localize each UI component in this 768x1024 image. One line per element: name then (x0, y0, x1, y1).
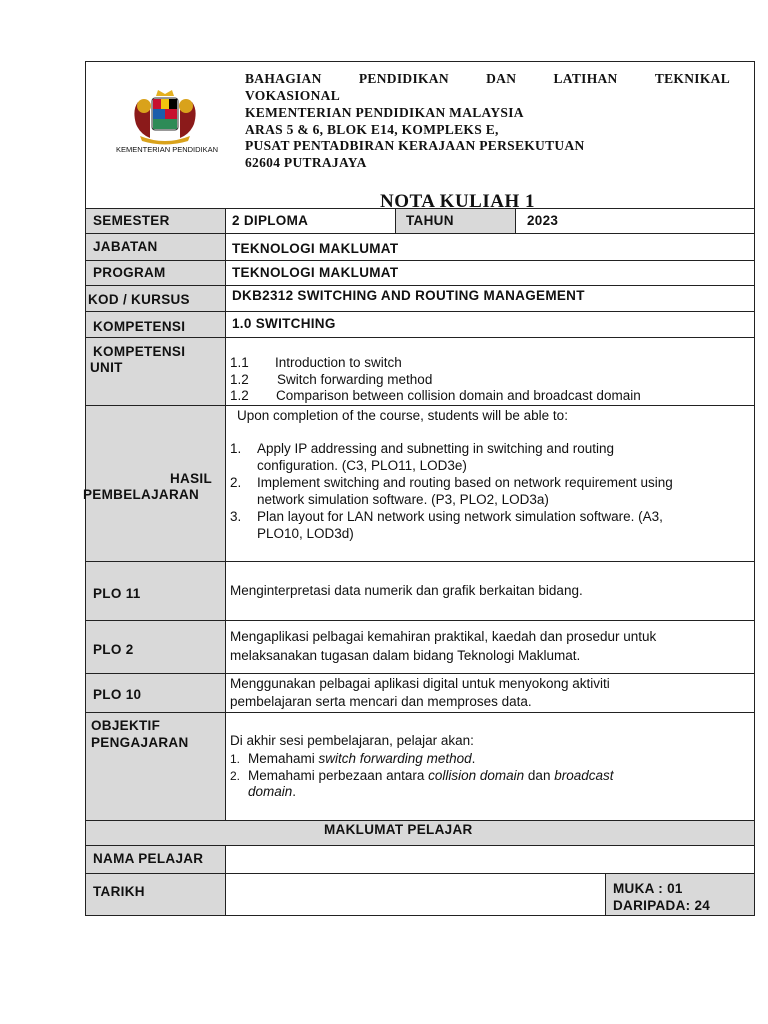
objektif-italic: broadcast (554, 768, 614, 783)
tahun-label: TAHUN (406, 213, 454, 228)
kompetensi-label: KOMPETENSI (93, 319, 186, 334)
plo2-text-cont: melaksanakan tugasan dalam bidang Teknologi Maklumat. (230, 648, 581, 663)
plo10-text-line: Menggunakan pelbagai aplikasi digital untuk menyokong aktiviti (230, 676, 610, 691)
plo11-label: PLO 11 (93, 586, 141, 601)
plo11-text: Menginterpretasi data numerik dan grafik berkaitan bidang. (230, 583, 583, 598)
objektif-italic: collision domain (428, 768, 525, 783)
tarikh-label: TARIKH (93, 884, 145, 899)
objektif-text: . (471, 751, 476, 766)
muka-label: MUKA : 01 (613, 881, 683, 896)
kod-label: KOD / KURSUS (88, 292, 190, 307)
header-word: TEKNIKAL (654, 71, 730, 86)
unit-text: Switch forwarding method (277, 372, 433, 387)
hasil-item-cont: network simulation software. (P3, PLO2, LOD3a) (257, 492, 549, 507)
tahun-value: 2023 (527, 213, 559, 228)
semester-value: 2 DIPLOMA (232, 213, 309, 228)
hasil-num: 1. (230, 441, 242, 456)
border-bottom (85, 915, 755, 916)
hasil-item-cont: configuration. (C3, PLO11, LOD3e) (257, 458, 467, 473)
nama-pelajar-label: NAMA PELAJAR (93, 851, 204, 866)
objektif-italic: domain (248, 784, 293, 799)
header-line-2: VOKASIONAL (245, 88, 340, 103)
program-value: TEKNOLOGI MAKLUMAT (232, 265, 399, 280)
objektif-item-2 (248, 768, 614, 784)
hasil-label-2: PEMBELAJARAN (83, 487, 200, 502)
unit-num: 1.1 (230, 355, 249, 370)
document-title: NOTA KULIAH 1 (380, 191, 536, 207)
plo10-text-cont: pembelajaran serta mencari dan memproses data. (230, 694, 532, 709)
objektif-num: 1. (230, 752, 241, 766)
objektif-intro: Di akhir sesi pembelajaran, pelajar akan: (230, 733, 474, 748)
col-line (515, 208, 516, 234)
header-line-1 (245, 71, 730, 87)
hasil-item-text: Apply IP addressing and subnetting in switching and routing (257, 441, 614, 456)
objektif-text: dan (524, 768, 555, 783)
objektif-item-1 (248, 751, 475, 767)
kompetensi-unit-label-2: UNIT (90, 360, 123, 375)
header-line-6: 62604 PUTRAJAYA (245, 155, 367, 170)
plo2-text (230, 629, 753, 645)
jabatan-label: JABATAN (93, 239, 158, 254)
hasil-item (257, 441, 753, 457)
header-line-3: KEMENTERIAN PENDIDIKAN MALAYSIA (245, 105, 524, 120)
objektif-text: . (292, 784, 297, 799)
border-top (85, 61, 755, 62)
kompetensi-value: 1.0 SWITCHING (232, 316, 336, 331)
plo10-label: PLO 10 (93, 687, 142, 702)
objektif-label-2: PENGAJARAN (91, 735, 189, 750)
header-line-4: ARAS 5 & 6, BLOK E14, KOMPLEKS E, (245, 122, 499, 137)
objektif-label: OBJEKTIF (91, 718, 161, 733)
plo2-label: PLO 2 (93, 642, 134, 657)
daripada-label: DARIPADA: 24 (613, 898, 711, 913)
plo2-text-line: Mengaplikasi pelbagai kemahiran praktikal, kaedah dan prosedur untuk (230, 629, 657, 644)
hasil-label: HASIL (170, 471, 212, 486)
jabatan-value: TEKNOLOGI MAKLUMAT (232, 241, 399, 256)
hasil-item-text: Plan layout for LAN network using network simulation software. (A3, (257, 509, 663, 524)
objektif-item-2-cont (248, 784, 296, 800)
hasil-intro: Upon completion of the course, students will be able to: (237, 408, 568, 423)
header-word: LATIHAN (553, 71, 618, 86)
col-line (225, 845, 226, 916)
header-word: BAHAGIAN (245, 71, 322, 86)
hasil-num: 2. (230, 475, 242, 490)
objektif-text: Memahami (248, 751, 319, 766)
semester-label: SEMESTER (93, 213, 170, 228)
objektif-italic: switch forwarding method (318, 751, 472, 766)
hasil-item (257, 509, 753, 525)
hasil-num: 3. (230, 509, 242, 524)
unit-num: 1.2 (230, 372, 249, 387)
header-line-5: PUSAT PENTADBIRAN KERAJAAN PERSEKUTUAN (245, 138, 585, 153)
plo10-text (230, 676, 753, 692)
col-line (225, 208, 226, 821)
unit-text: Comparison between collision domain and broadcast domain (276, 388, 641, 403)
border-right (754, 61, 755, 916)
header-word: PENDIDIKAN (358, 71, 449, 86)
maklumat-pelajar-heading: MAKLUMAT PELAJAR (324, 822, 473, 837)
objektif-num: 2. (230, 769, 241, 783)
logo-caption: KEMENTERIAN PENDIDIKAN (115, 145, 219, 154)
header-word: DAN (486, 71, 517, 86)
objektif-text: Memahami perbezaan antara (248, 768, 429, 783)
program-label: PROGRAM (93, 265, 166, 280)
ministry-crest-icon (128, 88, 202, 146)
hasil-item (257, 475, 753, 491)
unit-num: 1.2 (230, 388, 249, 403)
kompetensi-unit-label: KOMPETENSI (93, 344, 186, 359)
hasil-item-text: Implement switching and routing based on network requirement using (257, 475, 673, 490)
hasil-item-cont: PLO10, LOD3d) (257, 526, 354, 541)
unit-text: Introduction to switch (275, 355, 402, 370)
kod-value: DKB2312 SWITCHING AND ROUTING MANAGEMENT (232, 288, 585, 303)
